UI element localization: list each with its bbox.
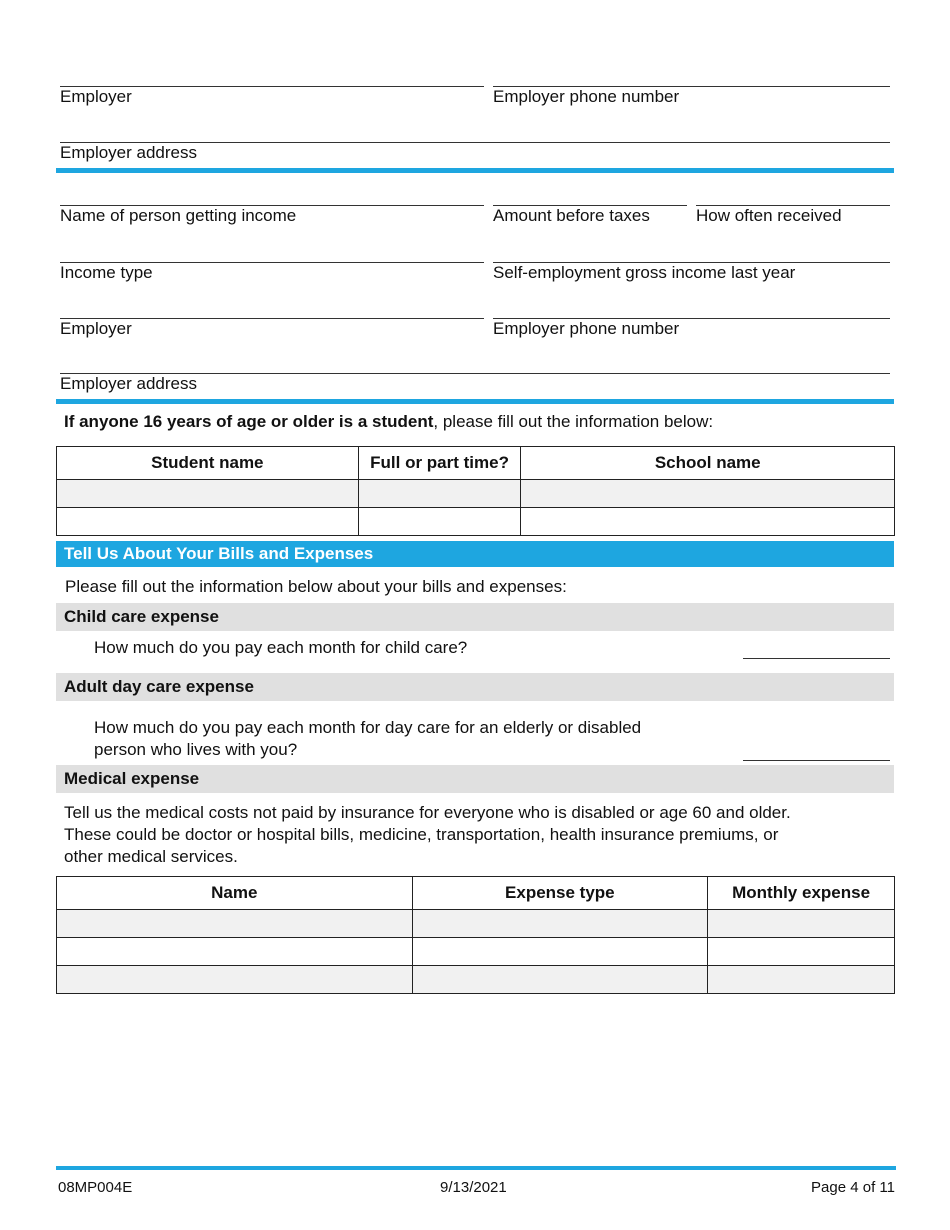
how-often-field[interactable] xyxy=(696,205,890,226)
column-expense-type: Expense type xyxy=(412,877,708,910)
employer-phone-label-2: Employer phone number xyxy=(493,319,680,338)
bills-section-header: Tell Us About Your Bills and Expenses xyxy=(56,541,894,567)
employer-label-2: Employer xyxy=(60,319,132,338)
student-intro-rest: , please fill out the information below: xyxy=(433,412,714,431)
full-part-time-cell[interactable] xyxy=(358,508,521,536)
footer-form-id: 08MP004E xyxy=(58,1179,133,1196)
student-table xyxy=(56,446,895,536)
table-row xyxy=(57,508,895,536)
name-cell[interactable] xyxy=(57,966,413,994)
employer-label: Employer xyxy=(60,87,132,106)
expense-type-cell[interactable] xyxy=(412,938,708,966)
section-divider-2 xyxy=(56,399,894,404)
expense-type-cell[interactable] xyxy=(412,966,708,994)
child-care-amount-field[interactable] xyxy=(743,658,890,659)
medical-table xyxy=(56,876,895,994)
table-row xyxy=(57,910,895,938)
school-name-cell[interactable] xyxy=(521,508,895,536)
employer-phone-label: Employer phone number xyxy=(493,87,680,106)
school-name-cell[interactable] xyxy=(521,480,895,508)
employer-address-field[interactable] xyxy=(60,142,890,163)
student-name-cell[interactable] xyxy=(57,480,359,508)
employer-field[interactable] xyxy=(60,86,484,107)
monthly-expense-cell[interactable] xyxy=(708,910,895,938)
how-often-label: How often received xyxy=(696,206,842,225)
medical-expense-header: Medical expense xyxy=(56,765,894,793)
employer-address-field-2[interactable] xyxy=(60,373,890,394)
medical-table-header xyxy=(57,877,895,910)
bills-intro: Please fill out the information below about your bills and expenses: xyxy=(65,577,567,596)
footer-divider xyxy=(56,1166,896,1170)
adult-day-care-question-line2: person who lives with you? xyxy=(94,740,298,759)
table-row xyxy=(57,966,895,994)
student-intro-bold: If anyone 16 years of age or older is a student xyxy=(64,412,434,431)
self-employment-label: Self-employment gross income last year xyxy=(493,263,796,282)
adult-day-care-question-line1: How much do you pay each month for day care for an elderly or disabled xyxy=(94,718,642,737)
footer-page-number: Page 4 of 11 xyxy=(811,1179,895,1196)
column-monthly-expense: Monthly expense xyxy=(708,877,895,910)
employer-phone-field[interactable] xyxy=(493,86,890,107)
medical-text-line3: other medical services. xyxy=(64,847,238,866)
amount-before-taxes-label: Amount before taxes xyxy=(493,206,650,225)
self-employment-field[interactable] xyxy=(493,262,890,283)
child-care-question: How much do you pay each month for child care? xyxy=(94,638,468,657)
section-divider xyxy=(56,168,894,173)
monthly-expense-cell[interactable] xyxy=(708,938,895,966)
income-type-label: Income type xyxy=(60,263,153,282)
employer-phone-field-2[interactable] xyxy=(493,318,890,339)
adult-day-care-amount-field[interactable] xyxy=(743,760,890,761)
employer-field-2[interactable] xyxy=(60,318,484,339)
full-part-time-cell[interactable] xyxy=(358,480,521,508)
name-cell[interactable] xyxy=(57,938,413,966)
adult-day-care-header: Adult day care expense xyxy=(56,673,894,701)
column-full-part-time: Full or part time? xyxy=(358,447,521,480)
table-row xyxy=(57,938,895,966)
medical-text-line1: Tell us the medical costs not paid by insurance for everyone who is disabled or age 60 and older. xyxy=(64,803,791,822)
amount-before-taxes-field[interactable] xyxy=(493,205,687,226)
expense-type-cell[interactable] xyxy=(412,910,708,938)
employer-address-label-2: Employer address xyxy=(60,374,198,393)
monthly-expense-cell[interactable] xyxy=(708,966,895,994)
person-name-field[interactable] xyxy=(60,205,484,226)
income-type-field[interactable] xyxy=(60,262,484,283)
table-row xyxy=(57,480,895,508)
column-school-name: School name xyxy=(521,447,895,480)
name-cell[interactable] xyxy=(57,910,413,938)
student-intro xyxy=(64,410,713,433)
footer-date: 9/13/2021 xyxy=(440,1179,507,1196)
employer-address-label: Employer address xyxy=(60,143,198,162)
child-care-header: Child care expense xyxy=(56,603,894,631)
student-table-header xyxy=(57,447,895,480)
person-name-label: Name of person getting income xyxy=(60,206,297,225)
medical-text-line2: These could be doctor or hospital bills, medicine, transportation, health insurance premiums, or xyxy=(64,825,779,844)
student-name-cell[interactable] xyxy=(57,508,359,536)
column-student-name: Student name xyxy=(57,447,359,480)
column-name: Name xyxy=(57,877,413,910)
